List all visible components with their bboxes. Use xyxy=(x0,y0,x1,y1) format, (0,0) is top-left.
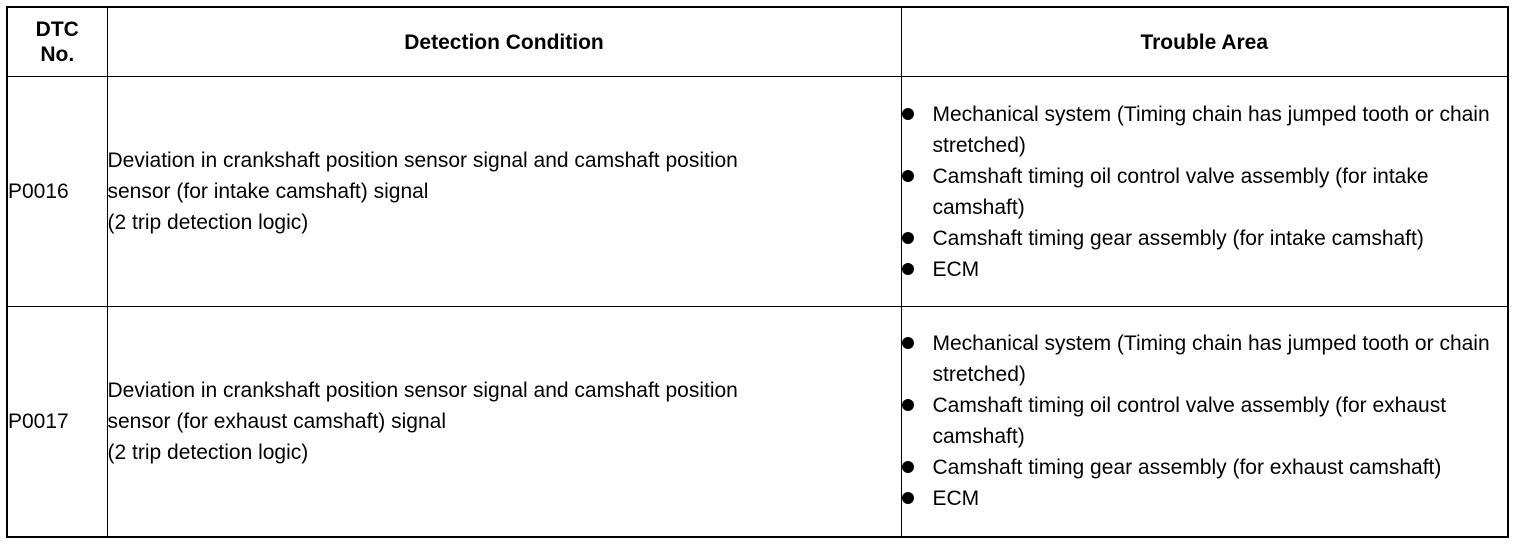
trouble-area-text: Camshaft timing oil control valve assembly (for intake camshaft) xyxy=(932,164,1429,219)
table-header-row xyxy=(7,7,1508,77)
list-item xyxy=(902,223,1508,254)
table-row xyxy=(7,77,1508,307)
detection-condition xyxy=(107,77,901,307)
trouble-area xyxy=(901,77,1508,307)
condition-line: Deviation in crankshaft position sensor signal and camshaft position xyxy=(107,378,738,402)
header-detection-condition: Detection Condition xyxy=(107,7,901,77)
trouble-area xyxy=(901,307,1508,537)
trouble-area-text: Mechanical system (Timing chain has jumped tooth or chain stretched) xyxy=(932,102,1490,157)
header-dtc-no xyxy=(7,7,107,77)
condition-line: sensor (for exhaust camshaft) signal xyxy=(107,409,446,433)
list-item xyxy=(902,328,1508,390)
header-trouble-area: Trouble Area xyxy=(901,7,1508,77)
list-item xyxy=(902,161,1508,223)
condition-line: (2 trip detection logic) xyxy=(107,211,309,234)
trouble-area-text: ECM xyxy=(932,257,980,281)
condition-line: sensor (for intake camshaft) signal xyxy=(107,180,429,203)
dtc-code: P0016 xyxy=(7,77,107,307)
list-item xyxy=(902,452,1508,483)
bullet-icon xyxy=(902,399,914,411)
list-item xyxy=(902,483,1508,514)
bullet-icon xyxy=(902,461,914,473)
bullet-icon xyxy=(902,170,914,182)
trouble-area-text: ECM xyxy=(932,487,980,511)
trouble-area-text: Mechanical system (Timing chain has jumped tooth or chain stretched) xyxy=(932,332,1490,387)
table-row xyxy=(7,307,1508,537)
trouble-area-list xyxy=(902,99,1508,285)
bullet-icon xyxy=(902,263,914,275)
bullet-icon xyxy=(902,232,914,244)
header-dtc-no-line: No. xyxy=(40,43,75,66)
bullet-icon xyxy=(902,492,914,504)
bullet-icon xyxy=(902,108,914,120)
dtc-table xyxy=(6,6,1509,538)
header-dtc-no-line: DTC xyxy=(35,18,79,41)
condition-line: Deviation in crankshaft position sensor signal and camshaft position xyxy=(107,149,738,172)
trouble-area-list xyxy=(902,328,1508,514)
detection-condition xyxy=(107,307,901,537)
trouble-area-text: Camshaft timing gear assembly (for intake camshaft) xyxy=(932,226,1424,250)
list-item xyxy=(902,99,1508,161)
bullet-icon xyxy=(902,337,914,349)
dtc-code: P0017 xyxy=(7,307,107,537)
list-item xyxy=(902,390,1508,452)
condition-line: (2 trip detection logic) xyxy=(107,440,309,464)
trouble-area-text: Camshaft timing oil control valve assembly (for exhaust camshaft) xyxy=(932,394,1447,449)
trouble-area-text: Camshaft timing gear assembly (for exhaust camshaft) xyxy=(932,456,1442,480)
list-item xyxy=(902,254,1508,285)
